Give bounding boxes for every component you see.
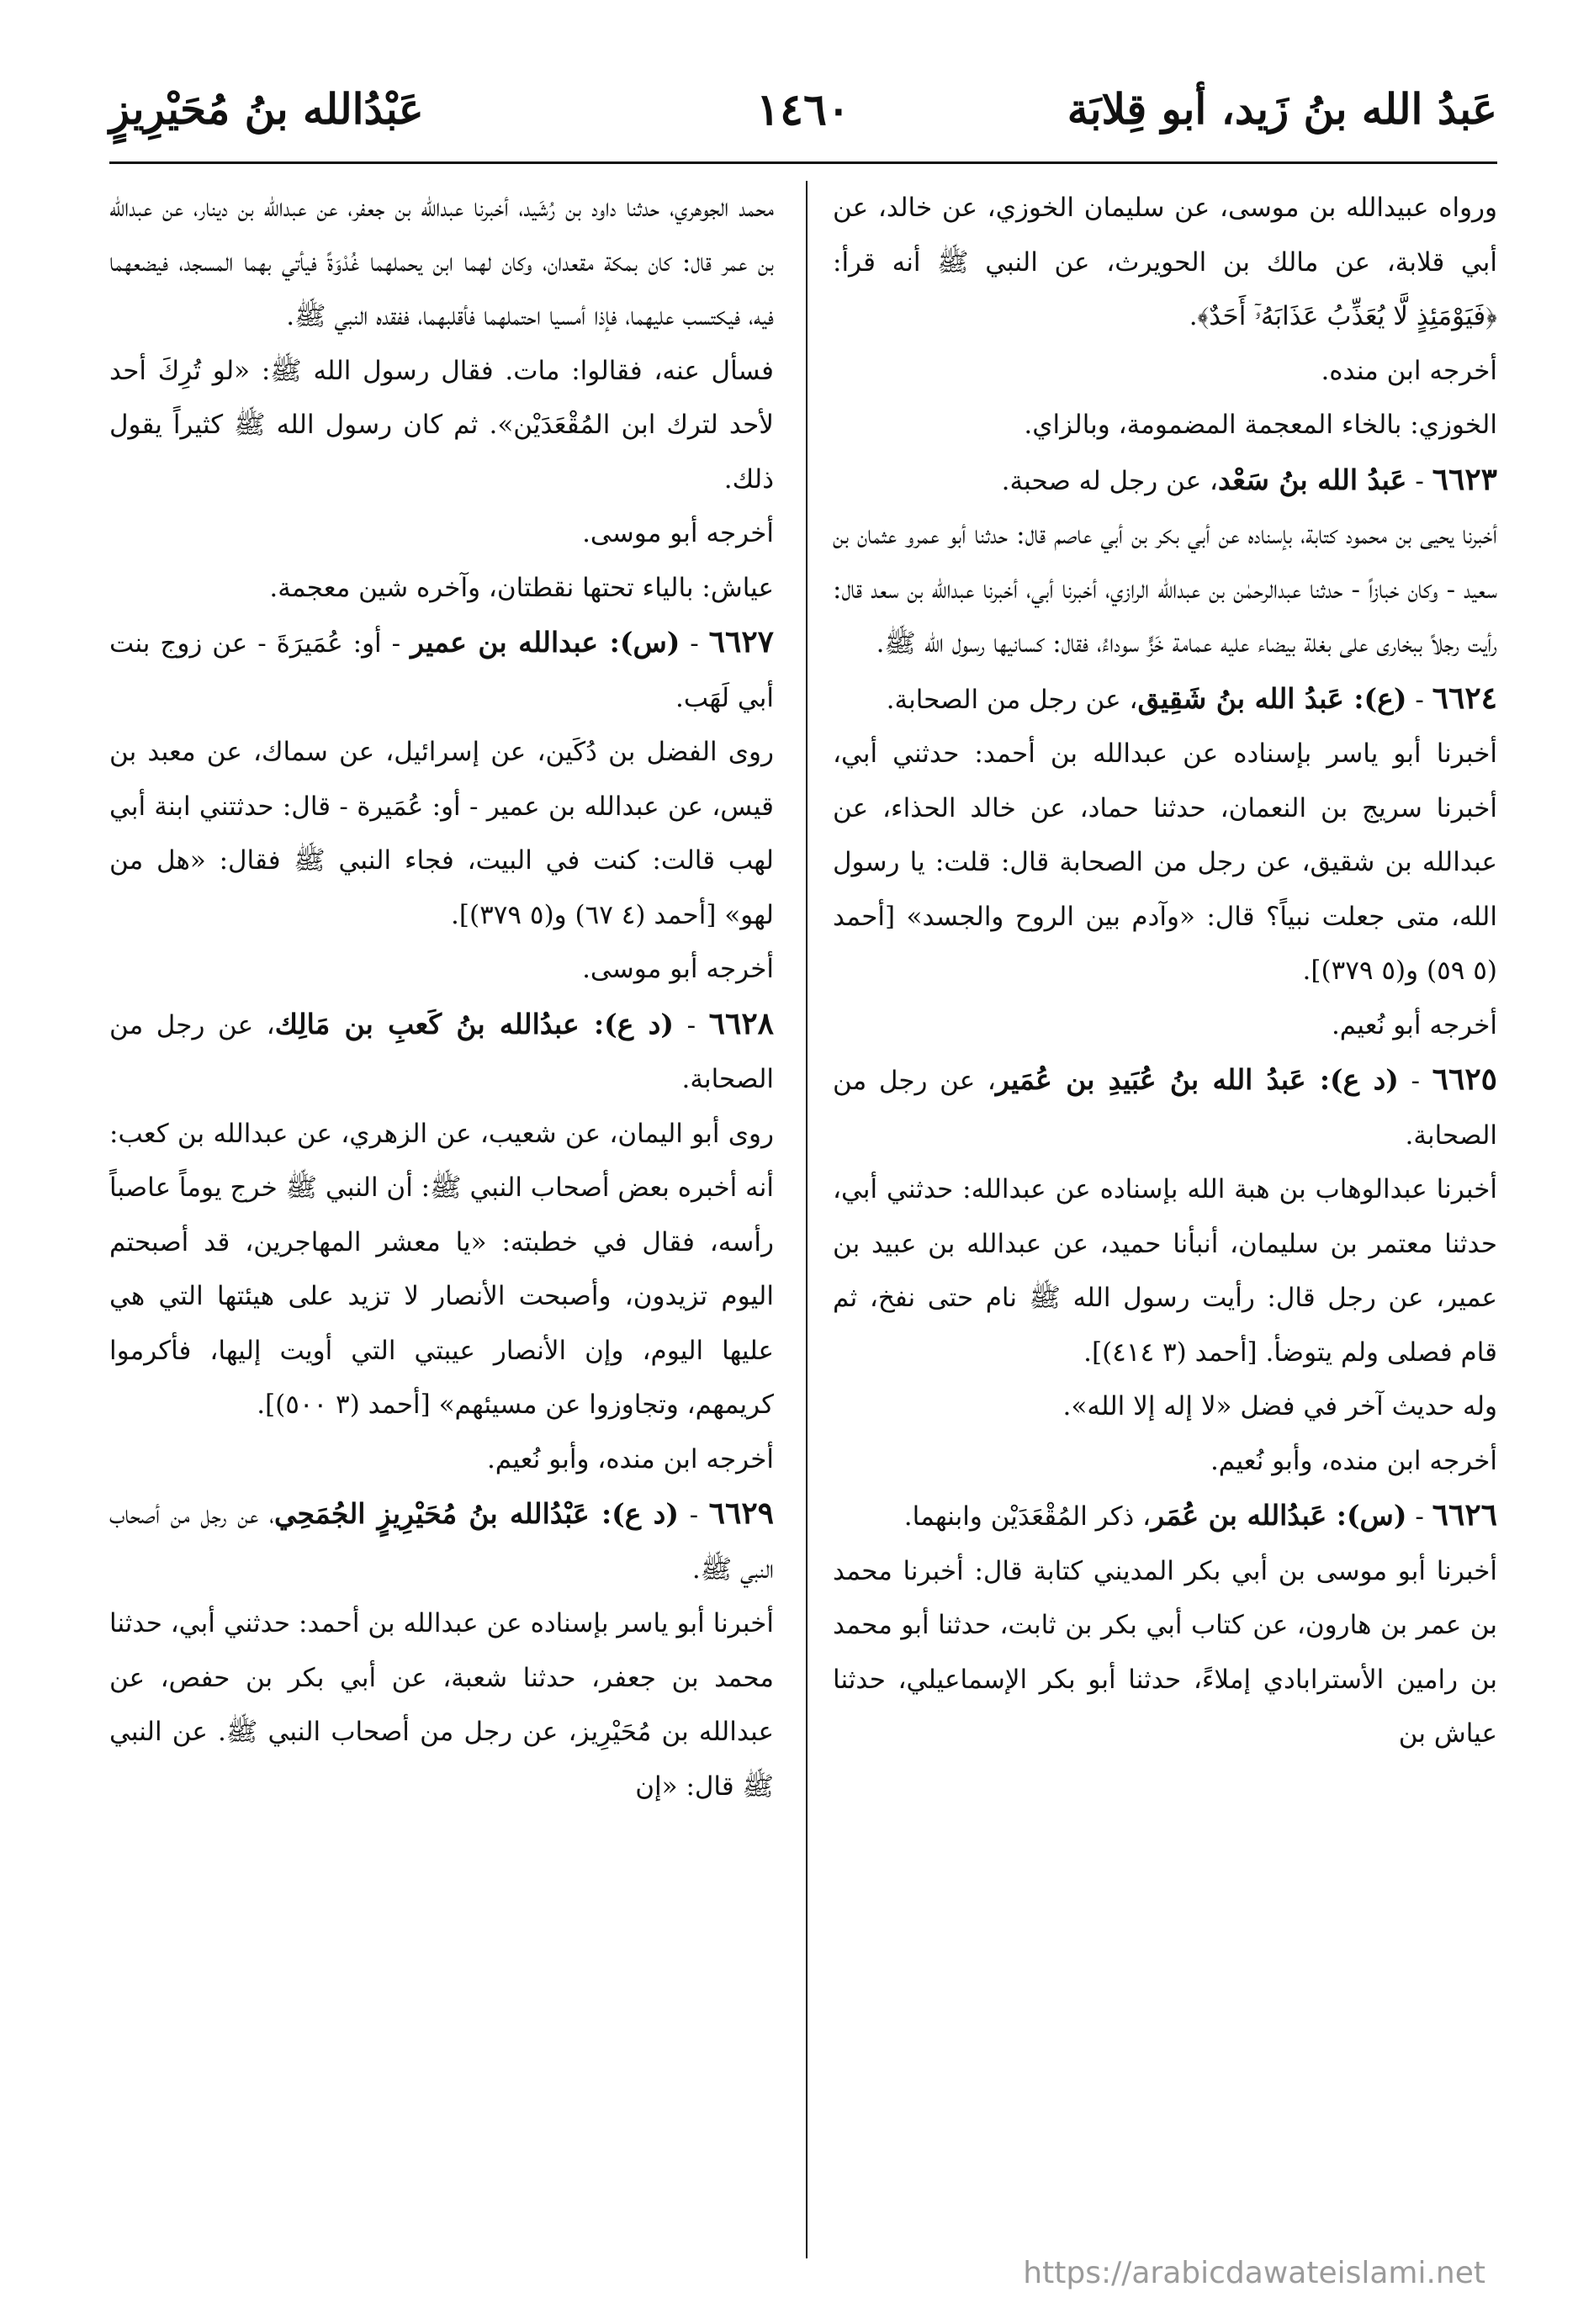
entry-heading: ٦٦٢٧ - (س): عبدالله بن عمير - أو: عُمَيرَةَ - عن زوج بنت أبي لَهَب. [109,624,774,713]
entry-name: (س): عبدالله بن عمير [410,626,680,659]
entry-number: ٦٦٢٨ [708,1005,774,1041]
entry-name: (د ع): عَبْدُالله بنُ مُحَيْرِيزٍ الجُمَحِي [274,1497,679,1530]
paragraph: أخرجه ابن منده. [1321,355,1497,386]
column-divider [806,181,808,2258]
entry-rest: ، عن رجل من الصحابة. [886,684,1138,715]
page-number: ١٤٦٠ [756,84,850,135]
entry-name: (ع): عَبدُ الله بنُ شَقِيق [1137,681,1407,715]
entry-heading: ٦٦٢٦ - (س): عَبدُالله بن عُمَر، ذكر المُقْعَدَيْن وابنهما. [903,1497,1497,1533]
entry-heading: ٦٦٢٨ - (د ع): عبدُالله بنُ كَعبِ بن مَالِك، عن رجل من الصحابة. [109,1005,774,1094]
paragraph: محمد الجوهري، حدثنا داود بن رُشَيد، أخبرنا عبدالله بن جعفر، عن عبدالله بن دينار، عن عبدالله بن عمر قال: كان بمكة مقعدان، وكان لهما ابن يحملهما غُدْوَةً فيأتي بهما المسجد، فيضعهما فيه، فيكتسب عليهما، فإذا أمسيا احتملهما فأقلبهما، ففقده النبي ﷺ. [109,193,774,331]
entry-rest: - أو: عُمَيرَةَ - عن زوج بنت أبي لَهَب. [109,628,774,713]
paragraph: ورواه عبيدالله بن موسى، عن سليمان الخوزي، عن خالد، عن أبي قلابة، عن مالك بن الحويرث، عن النبي ﷺ أنه قرأ: ﴿فَيَوْمَئِذٍ لَّا يُعَذِّبُ عَذَابَهُۥٓ أَحَدٌ﴾. [833,193,1497,331]
entry-number: ٦٦٢٧ [708,624,774,659]
paragraph: أخرجه أبو نُعيم. [1331,1009,1497,1040]
entry-name: (س): عَبدُالله بن عُمَر [1151,1499,1407,1532]
paragraph: روى أبو اليمان، عن شعيب، عن الزهري، عن عبدالله بن كعب: أنه أخبره بعض أصحاب النبي ﷺ: أن النبي ﷺ خرج يوماً عاصباً رأسه، فقال في خطبته: «يا معشر المهاجرين، قد أصبحتم اليوم تزيدون، وأصبحت الأنصار لا تزيد على هيئتها التي هي عليها اليوم، وإن الأنصار عيبتي التي أويت إليها، فأكرموا كريمهم، وتجاوزوا عن مسيئهم» [أحمد (٣ ٥٠٠)]. [109,1118,774,1420]
right-column [833,181,1497,2258]
paragraph: أخبرنا عبدالوهاب بن هبة الله بإسناده عن عبدالله: حدثني أبي، حدثنا معتمر بن سليمان، أنبأنا حميد، عن عبدالله بن عبيد بن عمير، عن رجل قال: رأيت رسول الله ﷺ نام حتى نفخ، ثم قام فصلى ولم يتوضأ. [أحمد (٣ ٤١٤)]. [833,1174,1497,1368]
paragraph: أخرجه ابن منده، وأبو نُعيم. [486,1443,774,1474]
paragraph: أخرجه أبو موسى. [582,954,774,984]
entry-rest: ، عن رجل من أصحاب النبي ﷺ. [109,1500,774,1585]
entry-name: عَبدُ الله بنُ سَعْد [1217,463,1407,496]
watermark: https://arabicdawateislami.net [1023,2256,1485,2290]
paragraph: الخوزي: بالخاء المعجمة المضمومة، وبالزاي. [1024,410,1497,440]
entry-number: ٦٦٢٦ [1432,1497,1497,1533]
paragraph: أخبرنا أبو موسى بن أبي بكر المديني كتابة قال: أخبرنا محمد بن عمر بن هارون، عن كتاب أبي بكر بن ثابت، حدثنا أبو محمد بن رامين الأسترابادي إملاءً، حدثنا أبو بكر الإسماعيلي، حدثنا عياش بن [833,1555,1497,1749]
entry-heading: ٦٦٢٥ - (د ع): عَبدُ الله بنُ عُبَيدِ بن عُمَير، عن رجل من الصحابة. [833,1061,1497,1151]
entry-rest: ، عن رجل من الصحابة. [833,1066,1497,1151]
entry-heading: ٦٦٢٤ - (ع): عَبدُ الله بنُ شَقِيق، عن رجل من الصحابة. [886,680,1497,716]
entry-rest: ، عن رجل من الصحابة. [109,1009,774,1094]
running-title-left: عَبْدُالله بنُ مُحَيْرِيزٍ [109,84,424,134]
header-rule [109,161,1497,164]
entry-heading: ٦٦٢٣ - عَبدُ الله بنُ سَعْد، عن رجل له صحبة. [1001,461,1497,497]
paragraph: وله حديث آخر في فضل «لا إله إلا الله». [1062,1391,1497,1421]
paragraph: أخرجه أبو موسى. [582,518,774,548]
running-title-right: عَبدُ الله بنُ زَيد، أبو قِلابَة [1067,84,1497,134]
entry-number: ٦٦٢٩ [708,1496,774,1531]
entry-name: (د ع): عبدُالله بنُ كَعبِ بن مَالِك [274,1007,674,1040]
paragraph: أخبرنا أبو ياسر بإسناده عن عبدالله بن أحمد: حدثني أبي، أخبرنا سريج بن النعمان، حدثنا حماد، عن خالد الحذاء، عن عبدالله بن شقيق، عن رجل من الصحابة قال: قلت: يا رسول الله، متى جعلت نبياً؟ قال: «وآدم بين الروح والجسد» [أحمد (٥ ٥٩) و(٥ ٣٧٩)]. [833,738,1497,986]
paragraph: فسأل عنه، فقالوا: مات. فقال رسول الله ﷺ: «لو تُرِكَ أحد لأحد لترك ابن المُقْعَدَيْن». ثم كان رسول الله ﷺ كثيراً يقول ذلك. [109,355,774,495]
left-column [109,181,774,2258]
paragraph: أخبرنا أبو ياسر بإسناده عن عبدالله بن أحمد: حدثني أبي، حدثنا محمد بن جعفر، حدثنا شعبة، عن أبي بكر بن حفص، عن عبدالله بن مُحَيْرِيز، عن رجل من أصحاب النبي ﷺ. عن النبي ﷺ قال: «إن [109,1608,774,1802]
paragraph: روى الفضل بن دُكَين، عن إسرائيل، عن سماك، عن معبد بن قيس، عن عبدالله بن عمير - أو: عُمَيرة - قال: حدثتني ابنة أبي لهب قالت: كنت في البيت، فجاء النبي ﷺ فقال: «هل من لهو» [أحمد (٤ ٦٧) و(٥ ٣٧٩)]. [109,737,774,930]
entry-rest: ، عن رجل له صحبة. [1001,465,1218,496]
entry-number: ٦٦٢٣ [1432,461,1497,497]
entry-number: ٦٦٢٥ [1432,1061,1497,1097]
paragraph: أخبرنا يحيى بن محمود كتابة، بإسناده عن أبي بكر بن أبي عاصم قال: حدثنا أبو عمرو عثمان بن سعيد - وكان خبازاً - حدثنا عبدالرحمٰن بن عبدالله الرازي، أخبرنا أبي، أخبرنا عبدالله بن سعد قال: رأيت رجلاً ببخارى على بغلة بيضاء عليه عمامة خَزٍّ سوداءُ، فقال: كسانيها رسول الله ﷺ. [833,520,1497,659]
entry-number: ٦٦٢٤ [1432,680,1497,716]
entry-heading: ٦٦٢٩ - (د ع): عَبْدُالله بنُ مُحَيْرِيزٍ الجُمَحِي، عن رجل من أصحاب النبي ﷺ. [109,1496,774,1585]
page-header [109,84,1497,143]
entry-name: (د ع): عَبدُ الله بنُ عُبَيدِ بن عُمَير [995,1063,1399,1096]
entry-rest: ، ذكر المُقْعَدَيْن وابنهما. [903,1501,1152,1532]
paragraph: أخرجه ابن منده، وأبو نُعيم. [1210,1445,1497,1476]
paragraph: عياش: بالياء تحتها نقطتان، وآخره شين معجمة. [269,572,774,603]
